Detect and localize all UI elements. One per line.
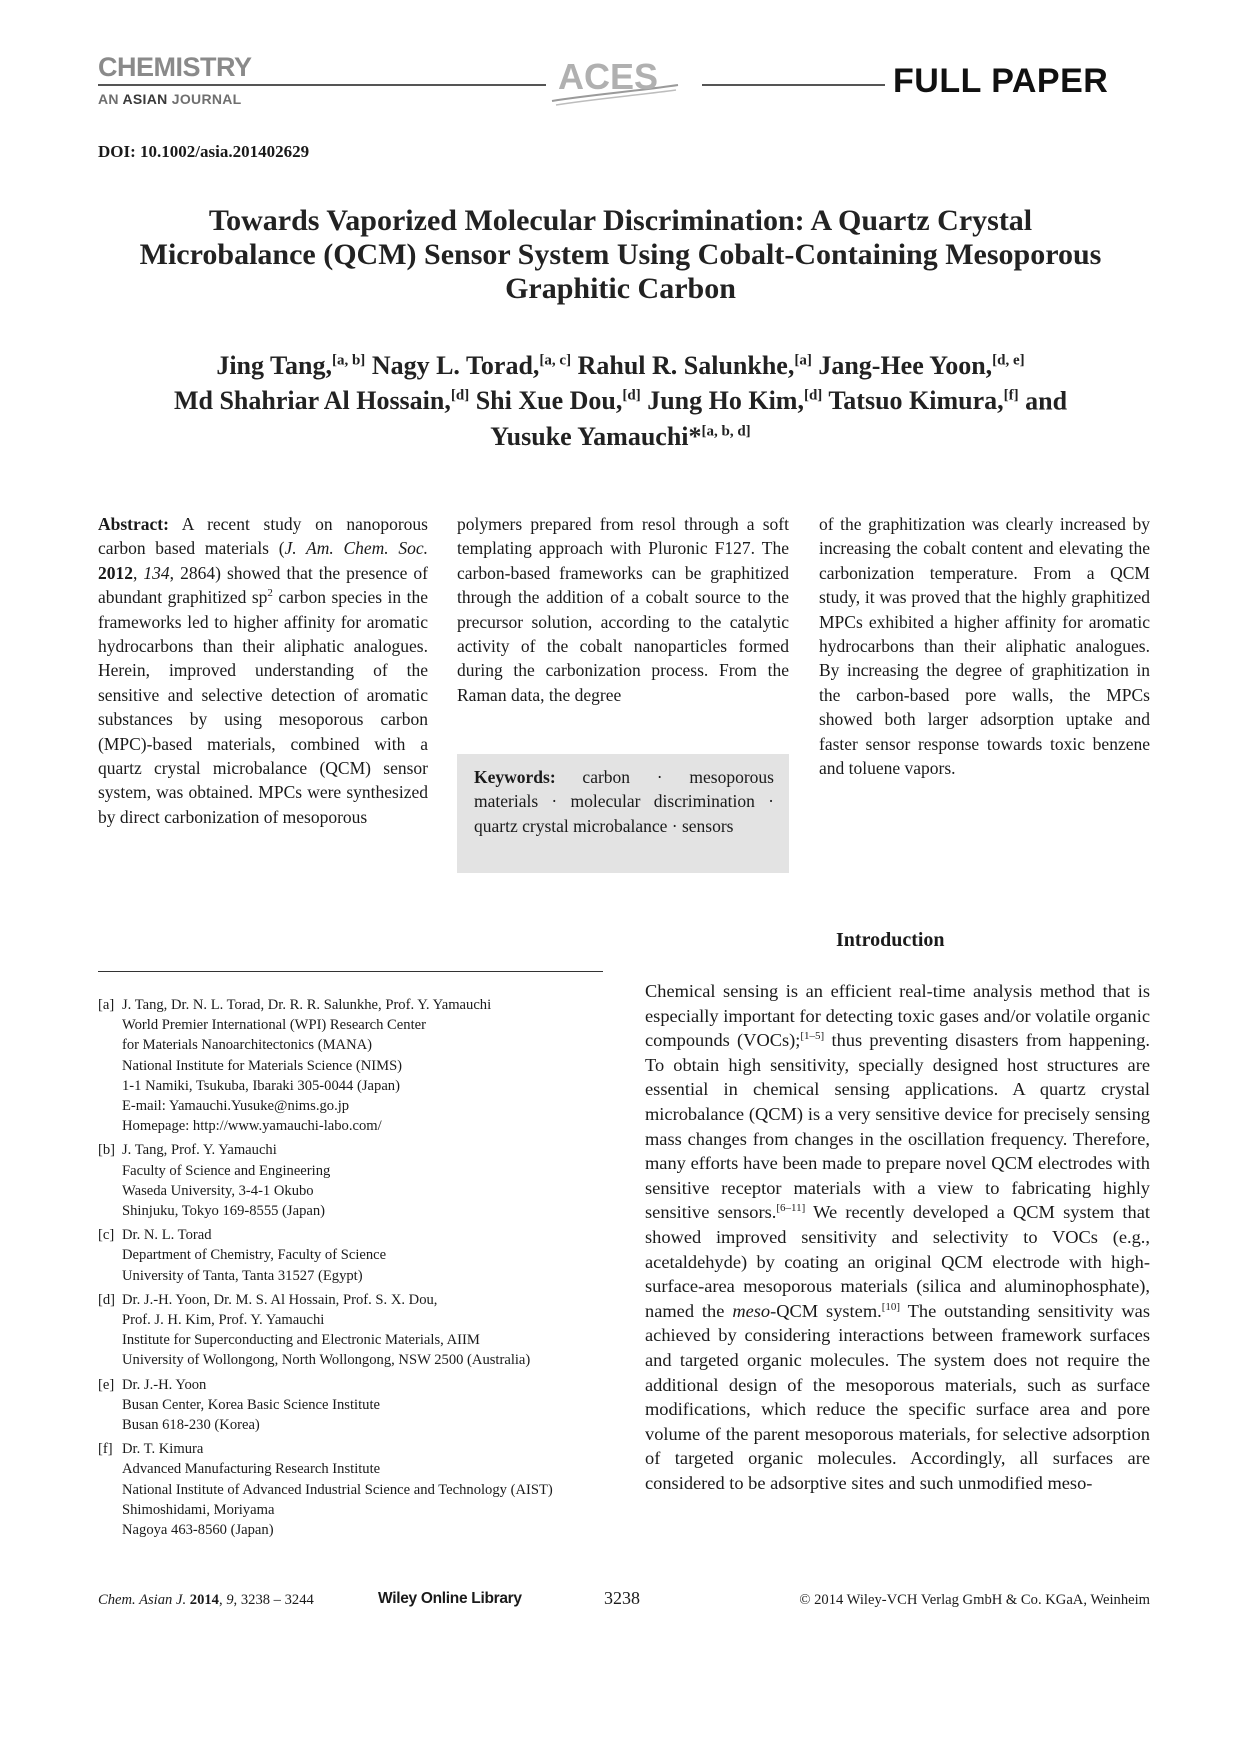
- affiliation-line: Department of Chemistry, Faculty of Science: [122, 1247, 387, 1264]
- author-list: [80, 345, 1161, 452]
- author: Nagy L. Torad,[a, c]: [371, 350, 572, 380]
- reference[interactable]: [1–5]: [800, 1030, 825, 1043]
- affiliation-line: 1-1 Namiki, Tsukuba, Ibaraki 305-0044 (Japan): [122, 1077, 400, 1094]
- affiliation-tag: [e]: [98, 1376, 115, 1393]
- title-line: Graphitic Carbon: [505, 272, 736, 305]
- affiliation-line: Dr. J.-H. Yoon: [122, 1376, 207, 1393]
- affiliation-tag: [f]: [98, 1441, 113, 1458]
- introduction-heading: Introduction: [836, 929, 945, 951]
- abstract-label: Abstract:: [98, 514, 169, 534]
- author: Yusuke Yamauchi*[a, b, d]: [490, 421, 751, 451]
- author: Jang-Hee Yoon,[d, e]: [818, 350, 1025, 380]
- affiliation-line: Prof. J. H. Kim, Prof. Y. Yamauchi: [122, 1312, 325, 1329]
- affiliation-line: Busan 618-230 (Korea): [122, 1417, 260, 1434]
- article-title: [80, 204, 1161, 306]
- author: Md Shahriar Al Hossain,[d]: [173, 386, 470, 416]
- affiliation-line: Institute for Superconducting and Electronic Materials, AIIM: [122, 1332, 480, 1349]
- affiliation-line: Dr. J.-H. Yoon, Dr. M. S. Al Hossain, Prof. S. X. Dou,: [122, 1291, 438, 1308]
- affiliation-tag: [d]: [98, 1291, 116, 1308]
- author: Jing Tang,[a, b]: [216, 350, 366, 380]
- affiliation-tag: [c]: [98, 1227, 115, 1244]
- affiliation-line: Shimoshidami, Moriyama: [122, 1501, 275, 1518]
- header-rule-right: [702, 84, 885, 86]
- affiliation-line: Nagoya 463-8560 (Japan): [122, 1522, 274, 1539]
- affiliation-rule: [98, 971, 603, 972]
- introduction-text: Chemical sensing is an efficient real-time analysis method that is especially important for detecting toxic gases and/or volatile organic compounds (VOCs);[1–5] thus preventing disasters from happening. To obtain high sensitivity, specially designed host structures are essential in chemical sensing applications. A quartz crystal microbalance (QCM) is a very sensitive device for precisely sensing mass changes from changes in the oscillation frequency. Therefore, many efforts have been made to prepare novel QCM electrodes with sensitive receptor materials with a view to fabricating highly sensitive sensors.[6–11] We recently developed a QCM system that showed improved sensitivity and selectivity to VOCs (e.g., acetaldehyde) by coating an original QCM electrode with high-surface-area mesoporous materials (silica and aluminophosphate), named the meso-QCM system.[10] The outstanding sensitivity was achieved by considering interactions between framework surfaces and targeted organic molecules. The system does not require the additional design of the mesoporous materials, such as surface modifications, which reduce the specific surface area and pore volume of the parent mesoporous materials, for selective adsorption of targeted organic molecules. Accordingly, all surfaces are considered to be adsorptive sites and such unmodified meso-: [645, 981, 1151, 1493]
- keywords-label: Keywords:: [474, 767, 556, 787]
- affiliation-line: National Institute for Materials Science (NIMS): [122, 1057, 403, 1074]
- affiliation-line: National Institute of Advanced Industrial Science and Technology (AIST): [122, 1481, 553, 1498]
- affiliation-tag: [a]: [98, 997, 115, 1013]
- page-number: 3238: [604, 1588, 640, 1608]
- affiliation-line: for Materials Nanoarchitectonics (MANA): [122, 1037, 373, 1054]
- affiliation-line: J. Tang, Prof. Y. Yamauchi: [122, 1142, 277, 1159]
- abstract-column-2: polymers prepared from resol through a soft templating approach with Pluronic F127. The carbon-based frameworks can be graphitized through the addition of a cobalt source to the precursor solution, according to the catalytic activity of the cobalt nanoparticles formed during the carbonization process. From the Raman data, the degree: [457, 514, 789, 705]
- affiliation-line: Advanced Manufacturing Research Institute: [122, 1461, 381, 1478]
- section-label: FULL PAPER: [893, 62, 1109, 100]
- author: Tatsuo Kimura,[f]: [828, 386, 1019, 416]
- affiliation: [98, 1290, 638, 1371]
- affiliation-line: World Premier International (WPI) Research Center: [122, 1017, 426, 1034]
- aces-logo-text: ACES: [558, 56, 659, 97]
- affiliation: [98, 1439, 638, 1540]
- affiliation-line: J. Tang, Dr. N. L. Torad, Dr. R. R. Salunkhe, Prof. Y. Yamauchi: [122, 997, 492, 1013]
- reference[interactable]: [6–11]: [776, 1202, 806, 1215]
- affiliation-line: University of Tanta, Tanta 31527 (Egypt): [122, 1267, 363, 1284]
- keywords: Keywords: carbon · mesoporous materials · molecular discrimination · quartz crystal microbalance · sensors: [474, 767, 774, 836]
- affiliation-line: E-mail: Yamauchi.Yusuke@nims.go.jp: [122, 1098, 350, 1115]
- journal-subtitle: AN ASIAN JOURNAL: [98, 91, 242, 107]
- title-line: Towards Vaporized Molecular Discrimination: A Quartz Crystal: [208, 204, 1033, 237]
- author: Shi Xue Dou,[d]: [475, 386, 641, 416]
- aces-logo: [548, 55, 682, 113]
- affiliation: [98, 1140, 638, 1221]
- affiliation-tag: [b]: [98, 1142, 116, 1159]
- journal-name: CHEMISTRY: [98, 52, 252, 82]
- title-line: Microbalance (QCM) Sensor System Using Cobalt-Containing Mesoporous: [139, 238, 1102, 271]
- affiliation-line: Waseda University, 3-4-1 Okubo: [122, 1182, 314, 1199]
- author: Rahul R. Salunkhe,[a]: [577, 350, 812, 380]
- doi: DOI: 10.1002/asia.201402629: [98, 142, 310, 161]
- affiliation-line: Busan Center, Korea Basic Science Institute: [122, 1396, 380, 1413]
- affiliation: [98, 1375, 638, 1436]
- affiliation-line: Faculty of Science and Engineering: [122, 1162, 331, 1179]
- affiliation-line: Dr. T. Kimura: [122, 1441, 204, 1458]
- affiliation-line: Homepage: http://www.yamauchi-labo.com/: [122, 1118, 382, 1135]
- abstract-column-1: Abstract: A recent study on nanoporous carbon based materials (J. Am. Chem. Soc. 2012, 134, 2864) showed that the presence of abundant graphitized $sp^2$ carbon species in the frameworks led to higher affinity for aromatic hydrocarbons than their aliphatic analogues. Herein, improved understanding of the sensitive and selective detection of aromatic substances by using mesoporous carbon (MPC)-based materials, combined with a quartz crystal microbalance (QCM) sensor system, was obtained. MPCs were synthesized by direct carbonization of mesoporous: [98, 514, 429, 827]
- affiliation-line: University of Wollongong, North Wollongong, NSW 2500 (Australia): [122, 1352, 531, 1369]
- author: Jung Ho Kim,[d]: [647, 386, 823, 416]
- affiliation-line: Dr. N. L. Torad: [122, 1227, 212, 1244]
- footer-library[interactable]: Wiley Online Library: [378, 1590, 522, 1607]
- affiliation: [98, 1225, 638, 1286]
- footer-citation: Chem. Asian J. 2014, 9, 3238 – 3244: [98, 1592, 314, 1608]
- header-rule-left: [98, 84, 546, 86]
- author-conjunction: and: [1025, 386, 1068, 416]
- affiliations: [98, 995, 638, 1544]
- footer-copyright: © 2014 Wiley-VCH Verlag GmbH & Co. KGaA, Weinheim: [799, 1592, 1150, 1608]
- affiliation-line: Shinjuku, Tokyo 169-8555 (Japan): [122, 1203, 326, 1220]
- reference[interactable]: [10]: [881, 1300, 901, 1313]
- affiliation: [98, 995, 638, 1136]
- abstract-column-3: of the graphitization was clearly increased by increasing the cobalt content and elevating the carbonization temperature. From a QCM study, it was proved that the highly graphitized MPCs exhibited a higher affinity for aromatic hydrocarbons than their aliphatic analogues. By increasing the degree of graphitization in the carbon-based pore walls, the MPCs showed both larger adsorption uptake and faster sensor response towards toxic benzene and toluene vapors.: [819, 514, 1150, 779]
